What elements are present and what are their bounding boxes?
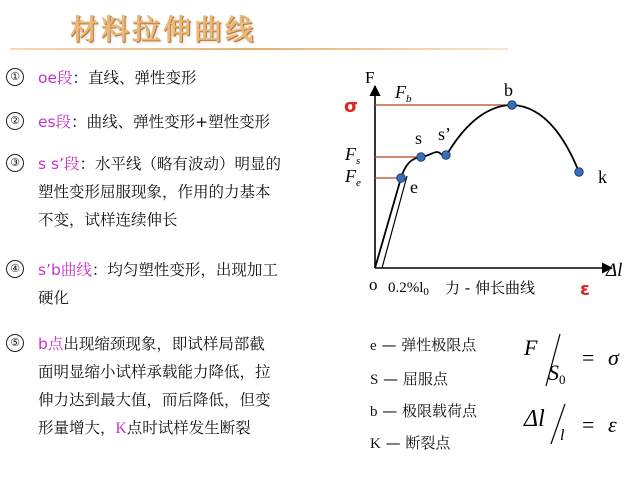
point-k-dot bbox=[575, 168, 583, 176]
offset-label: $0.2\%l_0$ bbox=[388, 280, 429, 298]
circled-number: ② bbox=[6, 112, 24, 130]
fb-label: $F_b$ bbox=[395, 82, 412, 105]
point-s-prime-label: s’ bbox=[438, 124, 451, 144]
point-b-label: b bbox=[504, 80, 513, 100]
legend-row bbox=[370, 334, 520, 355]
segment-desc: ：均匀塑性变形，出现加工 bbox=[91, 261, 278, 279]
segment-desc: ：曲线、弹性变形+塑性变形 bbox=[71, 113, 271, 131]
offset-line bbox=[382, 176, 407, 268]
circled-number: ④ bbox=[6, 260, 24, 278]
fs-label: $F_s$ bbox=[345, 144, 361, 167]
fe-label: $F_e$ bbox=[345, 166, 361, 189]
origin-label: o bbox=[369, 275, 378, 294]
segment-label: b点 bbox=[38, 335, 64, 353]
point-e-label: e bbox=[410, 177, 418, 197]
diagram-caption: 力 - 伸长曲线 bbox=[445, 279, 535, 297]
formula-numerator: F bbox=[524, 335, 538, 360]
formula-equals: = bbox=[582, 412, 595, 437]
circled-number: ③ bbox=[6, 154, 24, 172]
point-s-dot bbox=[417, 153, 425, 161]
legend-key: e bbox=[370, 338, 377, 354]
segment-desc: 点时试样发生断裂 bbox=[126, 419, 251, 437]
segment-desc: 面明显缩小试样承载能力降低，拉 bbox=[38, 363, 271, 381]
segment-desc: 硬化 bbox=[38, 289, 70, 307]
circled-number: ⑤ bbox=[6, 334, 24, 352]
formula-rhs: ε bbox=[608, 412, 617, 437]
point-e-dot bbox=[397, 174, 405, 182]
point-s-prime-dot bbox=[442, 151, 450, 159]
formula-rhs: σ bbox=[608, 345, 619, 370]
segment-label: es段 bbox=[38, 113, 72, 131]
legend-desc: — 断裂点 bbox=[385, 434, 451, 452]
axis-y-label: F bbox=[365, 68, 375, 87]
segment-desc: 出现缩颈现象，即试样局部截 bbox=[63, 335, 265, 353]
point-k-label: k bbox=[598, 167, 607, 187]
segment-label: s’b曲线 bbox=[38, 261, 92, 279]
tension-curve bbox=[375, 105, 579, 268]
formula-stress bbox=[523, 334, 620, 387]
legend-desc: — 屈服点 bbox=[383, 370, 448, 388]
legend-row bbox=[370, 368, 520, 389]
formula-denominator: S0 bbox=[548, 360, 566, 387]
legend-key: b bbox=[370, 404, 378, 420]
axis-x-label: Δl bbox=[606, 260, 623, 281]
legend-desc: — 弹性极限点 bbox=[381, 336, 477, 354]
segment-desc: 塑性变形屈服现象，作用的力基本 bbox=[38, 183, 271, 201]
formula-strain bbox=[523, 404, 617, 444]
formula-denominator: l bbox=[560, 427, 565, 444]
legend-row bbox=[370, 432, 520, 453]
legend-desc: — 极限载荷点 bbox=[382, 402, 478, 420]
legend-key: K bbox=[370, 436, 381, 452]
sigma-label: σ bbox=[344, 96, 359, 117]
point-s-label: s bbox=[415, 128, 423, 148]
legend-row bbox=[370, 400, 520, 421]
segment-desc: 不变，试样连续伸长 bbox=[38, 211, 178, 229]
formula-equals: = bbox=[582, 345, 595, 370]
epsilon-label: ε bbox=[580, 279, 591, 300]
point-b-dot bbox=[508, 101, 516, 109]
segment-desc: 伸力达到最大值，而后降低，但变 bbox=[38, 391, 271, 409]
formula-numerator: Δl bbox=[524, 406, 545, 432]
segment-label: oe段 bbox=[38, 69, 73, 87]
circled-number: ① bbox=[6, 68, 24, 86]
segment-label: K bbox=[115, 420, 127, 437]
segment-desc: ：直线、弹性变形 bbox=[72, 69, 197, 87]
segment-label: s s’段 bbox=[38, 155, 80, 173]
segment-desc: ：水平线（略有波动）明显的 bbox=[79, 155, 282, 173]
page-title: 材料拉伸曲线 bbox=[70, 13, 257, 46]
segment-desc: 形量增大， bbox=[38, 419, 116, 437]
legend-key: S bbox=[370, 372, 379, 388]
